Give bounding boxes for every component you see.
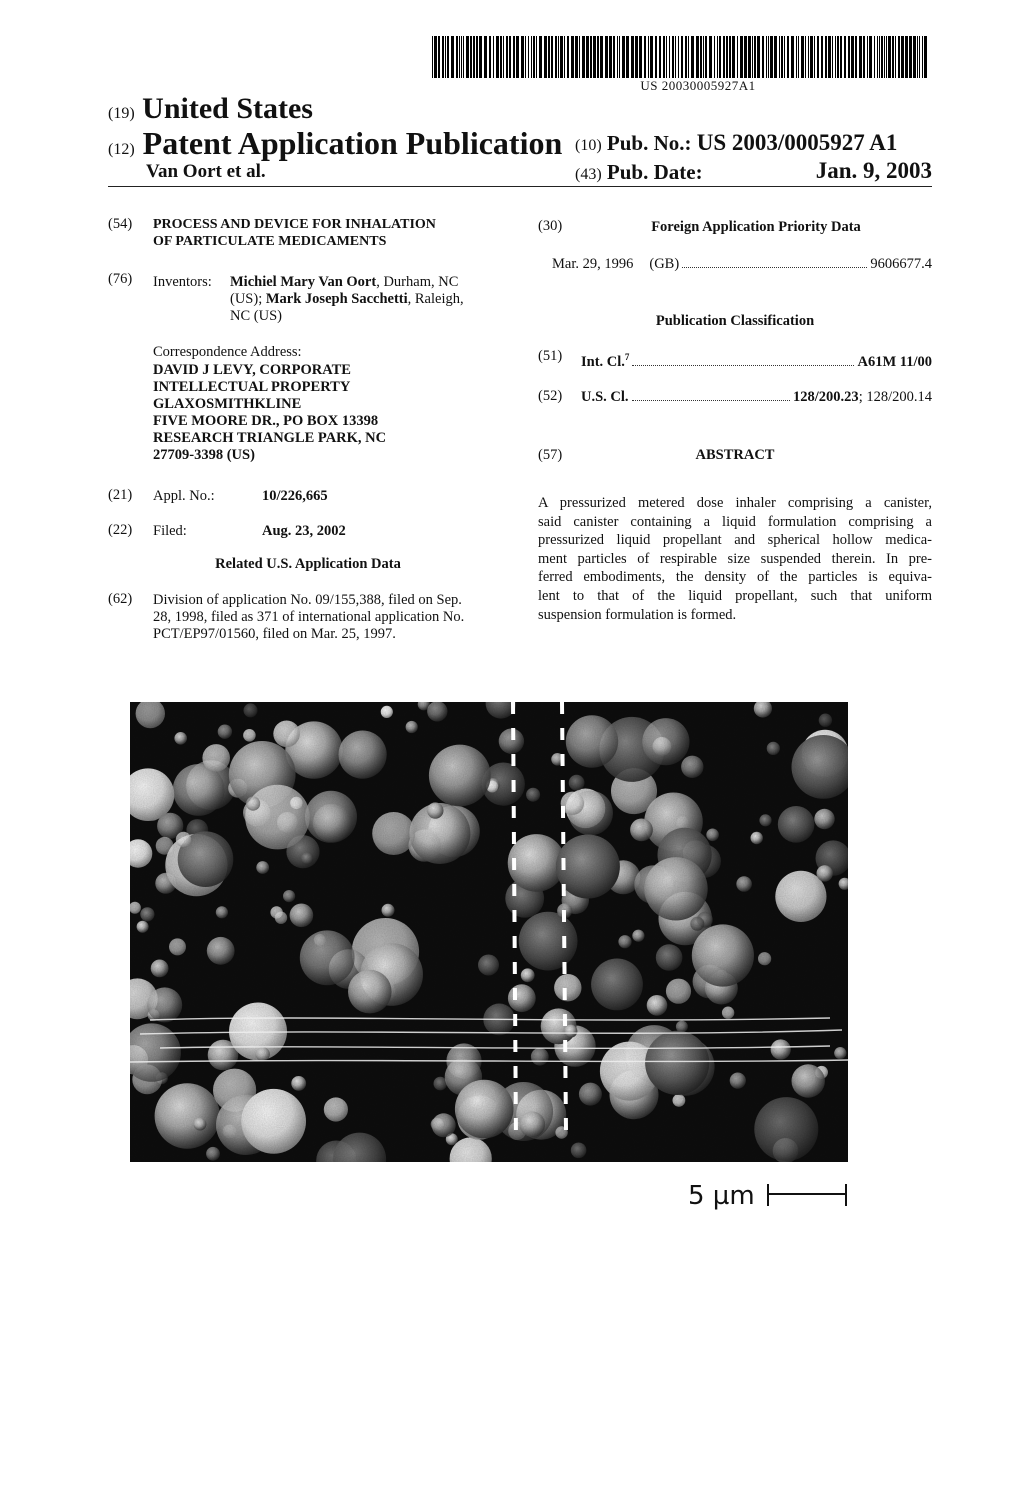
- barcode-bar: [762, 36, 764, 78]
- foreign-date: Mar. 29, 1996: [552, 256, 634, 272]
- abstract-line: suspension formulation is formed.: [538, 606, 737, 623]
- barcode-bar: [521, 36, 524, 78]
- barcode-bar: [828, 36, 831, 78]
- barcode-bar: [924, 36, 927, 78]
- leader-dots: [632, 399, 790, 401]
- foreign-number: 9606677.4: [870, 256, 932, 272]
- barcode-bar: [700, 36, 702, 78]
- barcode-bar: [892, 36, 894, 78]
- foreign-priority-row: [552, 256, 932, 273]
- barcode-bar: [619, 36, 620, 78]
- barcode-bar: [685, 36, 687, 78]
- barcode-bar: [466, 36, 469, 78]
- barcode-bar: [675, 36, 676, 78]
- barcode-bar: [473, 36, 475, 78]
- barcode-bar: [484, 36, 487, 78]
- barcode-bar: [787, 36, 789, 78]
- barcode-bar: [438, 36, 440, 78]
- abstract-line: said canister containing a liquid formulation comprising a: [538, 513, 932, 530]
- barcode-bar: [919, 36, 920, 78]
- barcode-bar: [544, 36, 547, 78]
- barcode-bar: [639, 36, 642, 78]
- pub-no-value: US 2003/0005927 A1: [696, 130, 898, 155]
- int-cl-row: [581, 349, 932, 371]
- barcode-bar: [696, 36, 699, 78]
- barcode-bar: [909, 36, 912, 78]
- barcode-bar: [781, 36, 783, 78]
- barcode-bar: [533, 36, 535, 78]
- title-line-1: PROCESS AND DEVICE FOR INHALATION: [153, 217, 436, 232]
- barcode-bar: [877, 36, 878, 78]
- barcode-bar: [821, 36, 823, 78]
- foreign-priority-heading: Foreign Application Priority Data: [651, 219, 861, 235]
- int-cl-edition: 7: [624, 352, 630, 362]
- barcode-bar: [825, 36, 827, 78]
- barcode-bar: [622, 36, 625, 78]
- barcode-bar: [917, 36, 918, 78]
- barcode-bar: [729, 36, 731, 78]
- barcode-bar: [513, 36, 515, 78]
- barcode-bar: [655, 36, 657, 78]
- country-name: United States: [142, 92, 313, 125]
- barcode-bar: [779, 36, 780, 78]
- address-line: RESEARCH TRIANGLE PARK, NC: [153, 430, 387, 446]
- barcode-bar: [593, 36, 596, 78]
- foreign-code: (30): [538, 218, 563, 234]
- leader-dots: [682, 266, 867, 268]
- barcode-bar: [447, 36, 449, 78]
- abstract-line: lent to that of the liquid propellant, such that uniform: [538, 587, 932, 604]
- barcode-bar: [844, 36, 846, 78]
- barcode-bar: [744, 36, 747, 78]
- inventor-1-country: (US);: [230, 291, 263, 307]
- leader-dots: [632, 364, 854, 366]
- abstract-text: [538, 494, 932, 624]
- barcode-bar: [817, 36, 819, 78]
- barcode-bar: [855, 36, 857, 78]
- barcode-number: US 20030005927A1: [640, 78, 756, 93]
- barcode-bar: [496, 36, 499, 78]
- country-code: (19): [108, 105, 135, 122]
- inventor-2-name: Mark Joseph Sacchetti: [265, 291, 408, 307]
- us-cl-secondary: ; 128/200.14: [858, 389, 932, 405]
- foreign-country: (GB): [649, 256, 680, 272]
- abstract-line: ferred embodiments, the density of the particles is equiva-: [538, 569, 932, 586]
- barcode-bar: [669, 36, 670, 78]
- barcode-bar: [432, 36, 433, 78]
- filed-code: (22): [108, 522, 133, 538]
- micrograph-grain: [130, 702, 848, 1162]
- barcode-bar: [723, 36, 725, 78]
- division-line: 28, 1998, filed as 371 of international application No.: [153, 609, 465, 625]
- inventors-list: [230, 274, 510, 325]
- barcode-bar: [791, 36, 794, 78]
- barcode-bar: [726, 36, 728, 78]
- barcode-bar: [688, 36, 689, 78]
- barcode-bar: [737, 36, 738, 78]
- barcode-bar: [796, 36, 797, 78]
- barcode-bar: [714, 36, 715, 78]
- address-line: DAVID J LEVY, CORPORATE: [153, 362, 351, 378]
- division-code: (62): [108, 591, 133, 607]
- barcode-bar: [681, 36, 683, 78]
- barcode-bar: [605, 36, 608, 78]
- inventor-2-location: , Raleigh,: [407, 291, 464, 307]
- division-line: PCT/EP97/01560, filed on Mar. 25, 1997.: [153, 626, 396, 642]
- barcode-bar: [881, 36, 883, 78]
- barcode-bar: [666, 36, 667, 78]
- address-line: FIVE MOORE DR., PO BOX 13398: [153, 413, 379, 429]
- barcode-bar: [732, 36, 735, 78]
- barcode-bar: [863, 36, 865, 78]
- pub-number-line: [575, 130, 897, 156]
- country-line: [108, 92, 313, 126]
- correspondence-label: Correspondence Address:: [153, 344, 302, 360]
- barcode-bar: [774, 36, 777, 78]
- barcode-bar: [905, 36, 908, 78]
- abstract-code: (57): [538, 447, 563, 463]
- barcode-bar: [851, 36, 854, 78]
- barcode-bar: [810, 36, 813, 78]
- barcode-bar: [752, 36, 753, 78]
- invention-title: [153, 216, 436, 250]
- barcode-bar: [740, 36, 743, 78]
- barcode-bar: [493, 36, 494, 78]
- filed-label: Filed:: [153, 523, 187, 539]
- barcode-bar: [575, 36, 578, 78]
- pub-date-label: Pub. Date:: [606, 160, 703, 184]
- barcode-bar: [784, 36, 785, 78]
- barcode-bar: [579, 36, 580, 78]
- barcode-bar: [798, 36, 799, 78]
- abstract-heading: ABSTRACT: [695, 447, 775, 463]
- barcode-bar: [516, 36, 519, 78]
- inventors-code: (76): [108, 271, 133, 287]
- barcode-bar: [503, 36, 504, 78]
- barcode-bar: [456, 36, 458, 78]
- appl-number: 10/226,665: [262, 488, 328, 504]
- division-line: Division of application No. 09/155,388, filed on Sep.: [153, 592, 462, 608]
- barcode-bar: [840, 36, 842, 78]
- header-divider: [108, 186, 932, 187]
- publication-kind-line: [108, 125, 562, 162]
- scale-bar: [688, 1180, 858, 1210]
- address-line: 27709-3398 (US): [153, 447, 255, 463]
- barcode-bar: [479, 36, 482, 78]
- barcode-bar: [617, 36, 618, 78]
- barcode-bar: [648, 36, 649, 78]
- barcode-bar: [461, 36, 462, 78]
- barcode-bar: [539, 36, 542, 78]
- barcode-bar: [922, 36, 923, 78]
- barcode-bar: [663, 36, 665, 78]
- publication-kind: Patent Application Publication: [142, 125, 563, 161]
- barcode-bar: [609, 36, 612, 78]
- barcode-bar: [551, 36, 553, 78]
- authors: Van Oort et al.: [146, 161, 266, 182]
- barcode-bar: [560, 36, 563, 78]
- barcode-bar: [705, 36, 707, 78]
- publication-classification-heading: Publication Classification: [655, 313, 815, 329]
- barcode-bar: [644, 36, 646, 78]
- barcode-bar: [555, 36, 557, 78]
- inventors-label: Inventors:: [153, 274, 212, 290]
- barcode-bar: [582, 36, 585, 78]
- barcode-bar: [898, 36, 900, 78]
- barcode-bar: [463, 36, 464, 78]
- barcode-bar: [567, 36, 569, 78]
- barcode-bar: [867, 36, 868, 78]
- barcode-bar: [768, 36, 769, 78]
- inventor-1-name: Michiel Mary Van Oort: [230, 274, 377, 290]
- kind-code: (12): [108, 141, 135, 158]
- inventor-2-country: NC (US): [230, 308, 282, 324]
- barcode-bar: [879, 36, 880, 78]
- barcode-bar: [808, 36, 809, 78]
- us-cl-row: [581, 389, 932, 406]
- division-text: [153, 592, 513, 643]
- barcode-bar: [801, 36, 804, 78]
- barcode-bar: [536, 36, 537, 78]
- barcode-bar: [558, 36, 559, 78]
- barcode-bar: [895, 36, 896, 78]
- barcode-bar: [709, 36, 712, 78]
- pub-date-value: Jan. 9, 2003: [815, 158, 932, 183]
- appl-label: Appl. No.:: [153, 488, 215, 504]
- barcode-bar: [901, 36, 904, 78]
- barcode-bar: [766, 36, 767, 78]
- scale-label: 5 µm: [688, 1181, 755, 1210]
- barcode-bar: [626, 36, 629, 78]
- barcode-bar: [717, 36, 718, 78]
- barcode-bar: [748, 36, 751, 78]
- barcode-bar: [859, 36, 862, 78]
- barcode: [430, 36, 932, 78]
- abstract-line: pressurized liquid propellant and spherical hollow medica-: [538, 532, 932, 549]
- barcode-bar: [434, 36, 437, 78]
- barcode-bar: [506, 36, 508, 78]
- abstract-line: A pressurized metered dose inhaler comprising a canister,: [538, 495, 932, 511]
- barcode-bar: [837, 36, 839, 78]
- barcode-bar: [770, 36, 773, 78]
- barcode-bar: [659, 36, 661, 78]
- barcode-bar: [635, 36, 638, 78]
- barcode-bar: [888, 36, 891, 78]
- related-data-heading: Related U.S. Application Data: [215, 556, 401, 572]
- title-code: (54): [108, 216, 133, 232]
- barcode-bar: [600, 36, 603, 78]
- barcode-bar: [476, 36, 478, 78]
- barcode-bar: [754, 36, 756, 78]
- barcode-bar: [869, 36, 872, 78]
- inventor-1-location: , Durham, NC: [376, 274, 459, 290]
- barcode-bar: [678, 36, 679, 78]
- barcode-bar: [528, 36, 529, 78]
- pub-date-line: [575, 160, 703, 185]
- barcode-bar: [814, 36, 815, 78]
- barcode-bar: [548, 36, 550, 78]
- barcode-bar: [459, 36, 460, 78]
- barcode-bar: [571, 36, 574, 78]
- barcode-bar: [525, 36, 526, 78]
- barcode-bar: [884, 36, 885, 78]
- barcode-bar: [489, 36, 491, 78]
- barcode-bar: [832, 36, 833, 78]
- correspondence-address: [153, 362, 386, 464]
- abstract-line: ment particles of respirable size suspended therein. In pre-: [538, 550, 932, 567]
- barcode-bar: [597, 36, 599, 78]
- appl-code: (21): [108, 487, 133, 503]
- barcode-bar: [913, 36, 916, 78]
- us-cl-label: U.S. Cl.: [581, 389, 629, 405]
- barcode-bar: [509, 36, 511, 78]
- uscl-code: (52): [538, 388, 563, 404]
- barcode-bar: [590, 36, 592, 78]
- pub-date-code: (43): [575, 166, 602, 183]
- intcl-code: (51): [538, 348, 563, 364]
- barcode-bar: [805, 36, 806, 78]
- barcode-bar: [500, 36, 502, 78]
- barcode-bar: [650, 36, 653, 78]
- int-cl-label-text: Int. Cl.: [581, 353, 625, 370]
- int-cl-value: A61M 11/00: [857, 353, 932, 370]
- barcode-bar: [564, 36, 565, 78]
- int-cl-label: [581, 349, 629, 371]
- barcode-bar: [445, 36, 446, 78]
- barcode-bar: [835, 36, 836, 78]
- barcode-bar: [442, 36, 444, 78]
- barcode-bar: [613, 36, 615, 78]
- barcode-bar: [531, 36, 532, 78]
- sem-micrograph: [130, 702, 848, 1162]
- barcode-bar: [886, 36, 887, 78]
- barcode-bar: [470, 36, 472, 78]
- barcode-bar: [874, 36, 875, 78]
- barcode-bar: [703, 36, 704, 78]
- barcode-bar: [451, 36, 454, 78]
- barcode-bar: [691, 36, 694, 78]
- barcode-bar: [672, 36, 674, 78]
- address-line: GLAXOSMITHKLINE: [153, 396, 302, 412]
- barcode-bar: [719, 36, 721, 78]
- pub-no-code: (10): [575, 137, 602, 154]
- filed-date: Aug. 23, 2002: [262, 523, 346, 539]
- barcode-bar: [757, 36, 760, 78]
- title-line-2: OF PARTICULATE MEDICAMENTS: [153, 234, 387, 249]
- us-cl-primary: 128/200.23: [793, 389, 859, 405]
- barcode-bar: [631, 36, 634, 78]
- pub-no-label: Pub. No.:: [606, 131, 692, 155]
- barcode-bar: [848, 36, 850, 78]
- address-line: INTELLECTUAL PROPERTY: [153, 379, 351, 395]
- barcode-bar: [586, 36, 589, 78]
